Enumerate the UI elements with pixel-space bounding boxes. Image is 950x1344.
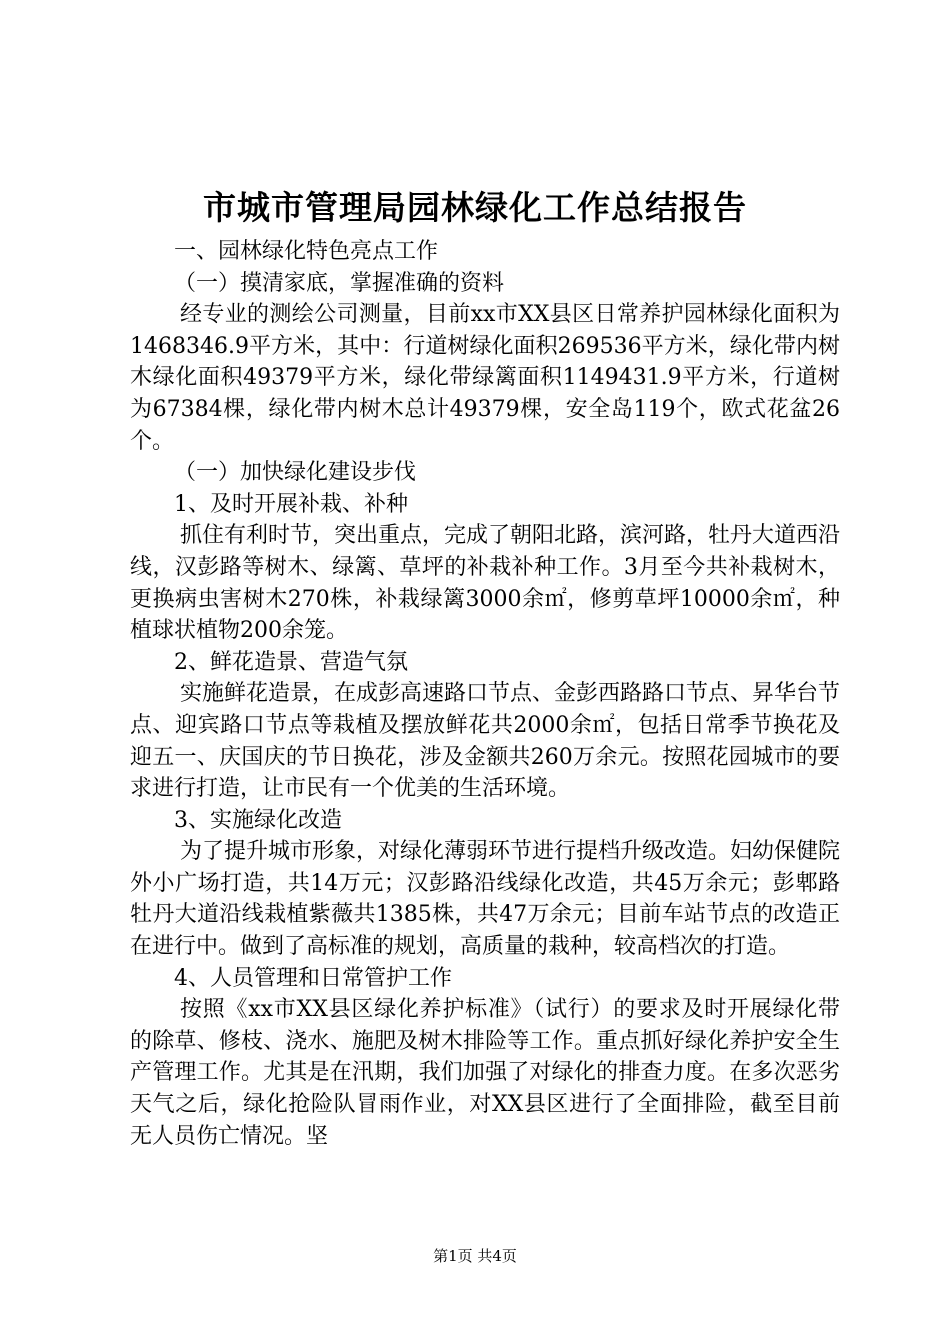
paragraph: 经专业的测绘公司测量，目前xx市XX县区日常养护园林绿化面积为1468346.9平方米，其中：行道树绿化面积269536平方米，绿化带内树木绿化面积49379平方米，绿化带绿篱面积1149431.9平方米，行道树为67384棵，绿化带内树木总计49379棵，安全岛119个，欧式花盆26个。 — [130, 302, 840, 454]
paragraph: 实施鲜花造景，在成彭高速路口节点、金彭西路路口节点、昇华台节点、迎宾路口节点等栽植及摆放鲜花共2000余㎡，包括日常季节换花及迎五一、庆国庆的节日换花，涉及金额共260万余元。按照花园城市的要求进行打造，让市民有一个优美的生活环境。 — [130, 681, 841, 802]
document-title: 市城市管理局园林绿化工作总结报告 — [203, 188, 747, 227]
paragraph: 为了提升城市形象，对绿化薄弱环节进行提档升级改造。妇幼保健院外小广场打造，共14万元；汉彭路沿线绿化改造，共45万余元；彭郫路牡丹大道沿线栽植紫薇共1385株，共47万余元；目前车站节点的改造正在进行中。做到了高标准的规划，高质量的栽种，较高档次的打造。 — [130, 839, 841, 960]
item-heading: 2、鲜花造景、营造气氛 — [174, 649, 408, 675]
page-footer: 第1页 共4页 — [433, 1247, 517, 1265]
paragraph: 按照《xx市XX县区绿化养护标准》（试行）的要求及时开展绿化带的除草、修枝、浇水、施肥及树木排险等工作。重点抓好绿化养护安全生产管理工作。尤其是在汛期，我们加强了对绿化的排查力度。在多次恶劣天气之后，绿化抢险队冒雨作业，对XX县区进行了全面排险，截至目前无人员伤亡情况。坚 — [130, 997, 840, 1149]
item-heading: 4、人员管理和日常管护工作 — [174, 965, 452, 991]
subsection-heading: （一）摸清家底，掌握准确的资料 — [174, 270, 505, 296]
paragraph: 抓住有利时节，突出重点，完成了朝阳北路，滨河路，牡丹大道西沿线，汉彭路等树木、绿篱、草坪的补栽补种工作。3月至今共补栽树木，更换病虫害树木270株，补栽绿篱3000余㎡，修剪草坪10000余㎡，种植球状植物200余笼。 — [130, 523, 841, 644]
section-heading: 一、园林绿化特色亮点工作 — [174, 239, 439, 264]
document-body — [130, 236, 840, 1152]
item-heading: 3、实施绿化改造 — [174, 807, 342, 833]
subsection-heading: （一）加快绿化建设步伐 — [174, 460, 417, 486]
item-heading: 1、及时开展补栽、补种 — [174, 491, 408, 517]
